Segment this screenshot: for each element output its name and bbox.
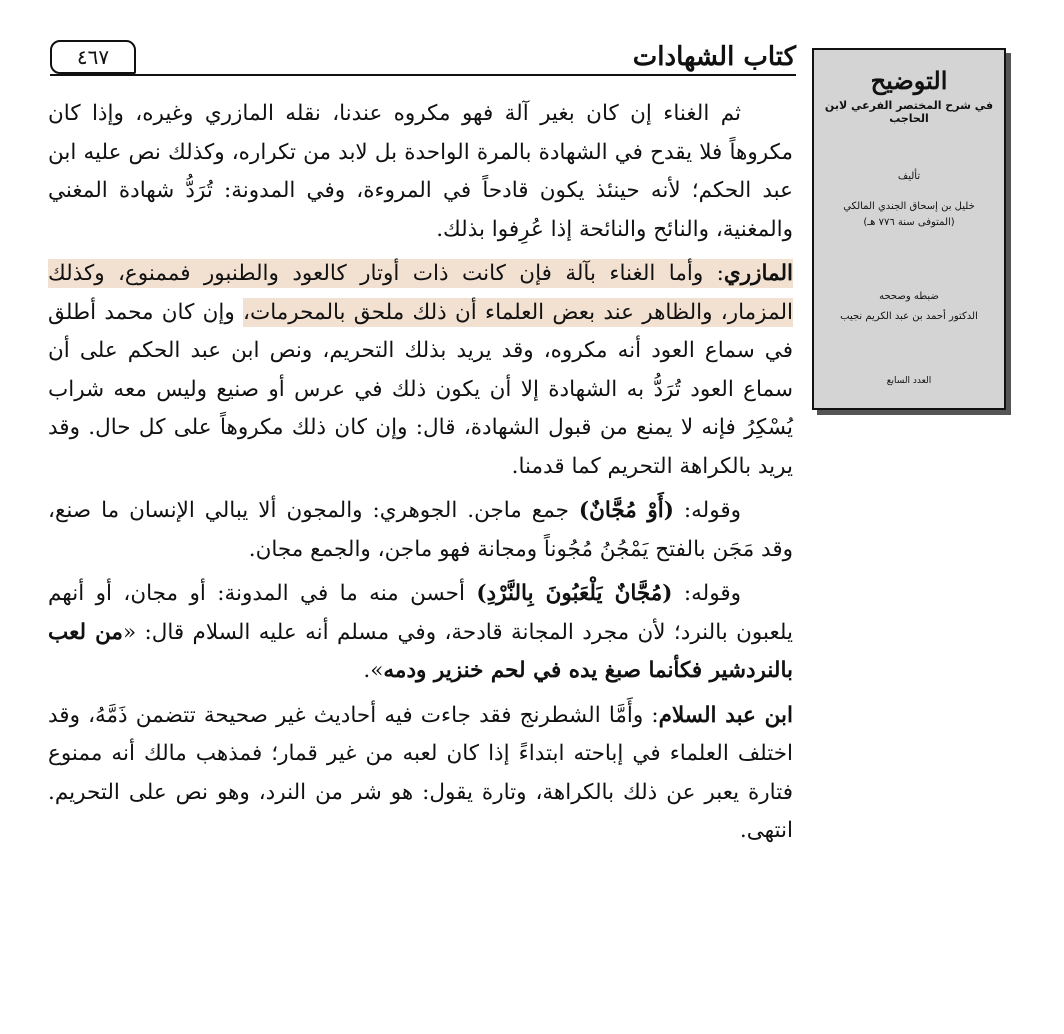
paragraph xyxy=(48,255,793,486)
paragraph-text: : وأَمَّا الشطرنج فقد جاءت فيه أحاديث غير صحيحة تتضمن ذَمَّهُ، وقد اختلف العلماء في إباحته ابتداءً إذا كان لعبه من غير قمار؛ فمذهب مالك أنه ممنوع فتارة يعبر عن ذلك بالكراهة، وتارة يقول: هو شر من النرد، وهو نص على التحريم. انتهى. xyxy=(48,702,793,843)
cover-subtitle: في شرح المختصر الفرعي لابن الحاجب xyxy=(824,99,994,125)
quoted-term: (مُجَّانٌ يَلْعَبُونَ بِالنَّرْدِ) xyxy=(476,581,673,606)
cover-editor-label: ضبطه وصححه xyxy=(879,291,939,302)
paragraph-text: جمع ماجن. الجوهري: والمجون ألا يبالي الإنسان ما صنع، وقد مَجَن بالفتح يَمْجُنُ مُجُوناً ومجانة فهو ماجن، والجمع مجان. xyxy=(48,498,793,562)
paragraph-text: وإن كان محمد أطلق في سماع العود أنه مكروه، وقد يريد بذلك التحريم، ونص ابن عبد الحكم على أن سماع العود تُرَدُّ به الشهادة إلا أن يكون ذلك في عرس أو صنيع وليس معه شراب يُسْكِرُ فإنه لا يمنع من قبول الشهادة، قال: وإن كان ذلك مكروهاً على كل حال. وقد يريد بالكراهة التحريم كما قدمنا. xyxy=(48,299,793,479)
cover-editor-name: الدكتور أحمد بن عبد الكريم نجيب xyxy=(840,311,978,322)
cover-volume: العدد السابع xyxy=(886,376,932,386)
speaker-label: ابن عبد السلام xyxy=(658,702,793,728)
paragraph-prefix: وقوله: xyxy=(672,581,741,606)
header-rule xyxy=(50,74,796,76)
quoted-term: (أَوْ مُجَّانٌ) xyxy=(578,498,674,523)
cover-author-death: (المتوفى سنة ٧٧٦ هـ) xyxy=(863,217,955,228)
book-cover xyxy=(812,48,1006,410)
cover-title: التوضيح xyxy=(870,66,948,95)
chapter-title: كتاب الشهادات xyxy=(632,42,796,72)
page-number: ٤٦٧ xyxy=(50,40,136,74)
paragraph xyxy=(48,95,793,249)
cover-author-label: تأليف xyxy=(897,171,921,182)
paragraph xyxy=(48,575,793,691)
paragraph-prefix: وقوله: xyxy=(673,498,741,523)
cover-author-name: خليل بن إسحاق الجندي المالكي xyxy=(843,201,975,212)
speaker-label: المازري xyxy=(723,261,793,286)
paragraph-suffix: ». xyxy=(363,658,384,683)
page-header xyxy=(50,40,796,78)
paragraph xyxy=(48,697,793,851)
paragraph-text: ثم الغناء إن كان بغير آلة فهو مكروه عندنا، نقله المازري وغيره، وإذا كان مكروهاً فلا يقدح في الشهادة بالمرة الواحدة بل لابد من تكراره، وكذلك نص عليه ابن عبد الحكم؛ لأنه حينئذ يكون قادحاً في المروءة، وفي المدونة: تُرَدُّ شهادة المغني والمغنية، والنائح والنائحة إذا عُرِفوا بذلك. xyxy=(48,101,793,242)
paragraph xyxy=(48,492,793,569)
paragraph-text: أحسن منه ما في المدونة: أو مجان، أو أنهم يلعبون بالنرد؛ لأن مجرد المجانة قادحة، وفي مسلم أنه عليه السلام قال: « xyxy=(48,581,793,645)
highlighted-text: : وأما الغناء بآلة فإن كانت ذات أوتار كالعود والطنبور فممنوع، وكذلك المزمار، والظاهر عند بعض العلماء أن ذلك ملحق بالمحرمات، xyxy=(48,261,793,325)
body-text xyxy=(48,95,793,857)
hadith-quote: من لعب بالنردشير فكأنما صبغ يده في لحم خنزير ودمه xyxy=(48,619,793,683)
